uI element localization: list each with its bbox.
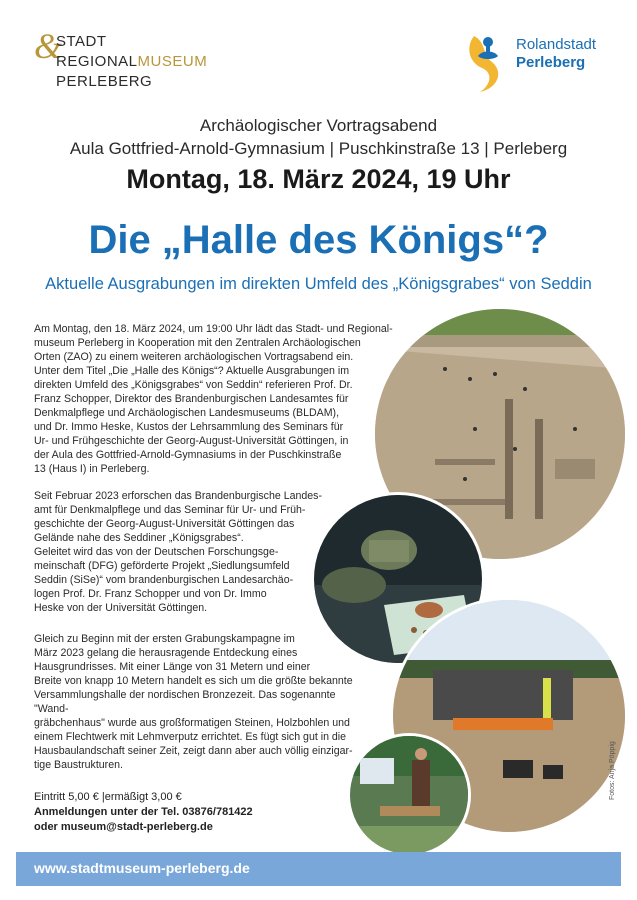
paragraph-research: Seit Februar 2023 erforschen das Brandenburgische Landes- amt für Denkmalpflege und das Seminar für Ur- und Früh- geschichte der Georg-August-Universität Göttingen das Gelände nahe des Seddiner „Königsgrabes“. Geleitet wird das von der Deutschen Forschungsge- meinschaft (DFG) geförderte Projekt „Siedlungsumfeld Seddin (SiSe)“ vom brandenburgischen Landesarchäo- logen Prof. Dr. Franz Schopper und von Dr. Immo Heske von der Universität Göttingen. [34, 490, 322, 614]
admission-price: Eintritt 5,00 € |ermäßigt 3,00 € [34, 791, 182, 803]
museum-logo [34, 28, 234, 98]
photo-credit: Fotos: Anja Pöppig [609, 741, 616, 800]
paragraph-discovery: Gleich zu Beginn mit der ersten Grabungskampagne im März 2023 gelang die herausragende Entdeckung eines Hausgrundrisses. Mit einer Länge von 31 Metern und einer Breite von knapp 10 Metern handelt es sich um die größte bekannte Versammlungshalle der nordischen Bronzezeit. Das sogenannte "Wand- gräbchenhaus" wurde aus großformatigen Steinen, Holzbohlen und einem Flechtwerk mit Lehmverputz errichtet. Es fügt sich gut in die Hausbaulandschaft seiner Zeit, zeigt dann aber auch völlig einzigar- tige Baustrukturen. [34, 633, 353, 771]
event-type: Archäologischer Vortragsabend [199, 116, 438, 135]
venue: Aula Gottfried-Arnold-Gymnasium | Puschkinstraße 13 | Perleberg [69, 139, 568, 158]
website-link[interactable]: www.stadtmuseum-perleberg.de [34, 860, 250, 876]
logo-line-perleberg: PERLEBERG [56, 73, 153, 90]
footer-bar [16, 852, 621, 886]
event-title: Die „Halle des Königs“? [88, 218, 549, 262]
rolandstadt-logo [464, 28, 624, 98]
registration-phone: Anmeldungen unter der Tel. 03876/781422 [34, 806, 253, 818]
logo-perleberg: Perleberg [516, 54, 586, 71]
roland-emblem-icon [464, 28, 512, 94]
admission-info [34, 790, 253, 835]
logo-line-regionalmuseum: REGIONALMUSEUM [56, 53, 208, 70]
logo-rolandstadt: Rolandstadt [516, 36, 597, 53]
logo-line-stadt: STADT [56, 33, 107, 50]
ampersand-logo-mark: & [34, 26, 63, 66]
lecture-photo [347, 733, 471, 857]
registration-email: oder museum@stadt-perleberg.de [34, 821, 213, 833]
paragraph-intro: Am Montag, den 18. März 2024, um 19:00 Uhr lädt das Stadt- und Regional- museum Perleberg in Kooperation mit den Zentralen Archäologischen Orten (ZAO) zu einem weiteren archäologischen Vortragsabend ein. Unter dem Titel „Die „Halle des Königs“? Aktuelle Ausgrabungen im direkten Umfeld des „Königsgrabes“ von Seddin“ referieren Prof. Dr. Franz Schopper, Direktor des Brandenburgischen Landesamtes für Denkmalpflege und Archäologischen Landesmuseums (BLDAM), und Dr. Immo Heske, Kustos der Lehrsammlung des Seminars für Ur- und Frühgeschichte der Georg-August-Universität Göttingen, in der Aula des Gottfried-Arnold-Gymnasiums in der Puschkinstraße 13 (Haus I) in Perleberg. [34, 323, 393, 475]
event-date: Montag, 18. März 2024, 19 Uhr [126, 164, 511, 194]
event-subtitle: Aktuelle Ausgrabungen im direkten Umfeld des „Königsgrabes“ von Seddin [45, 275, 592, 293]
